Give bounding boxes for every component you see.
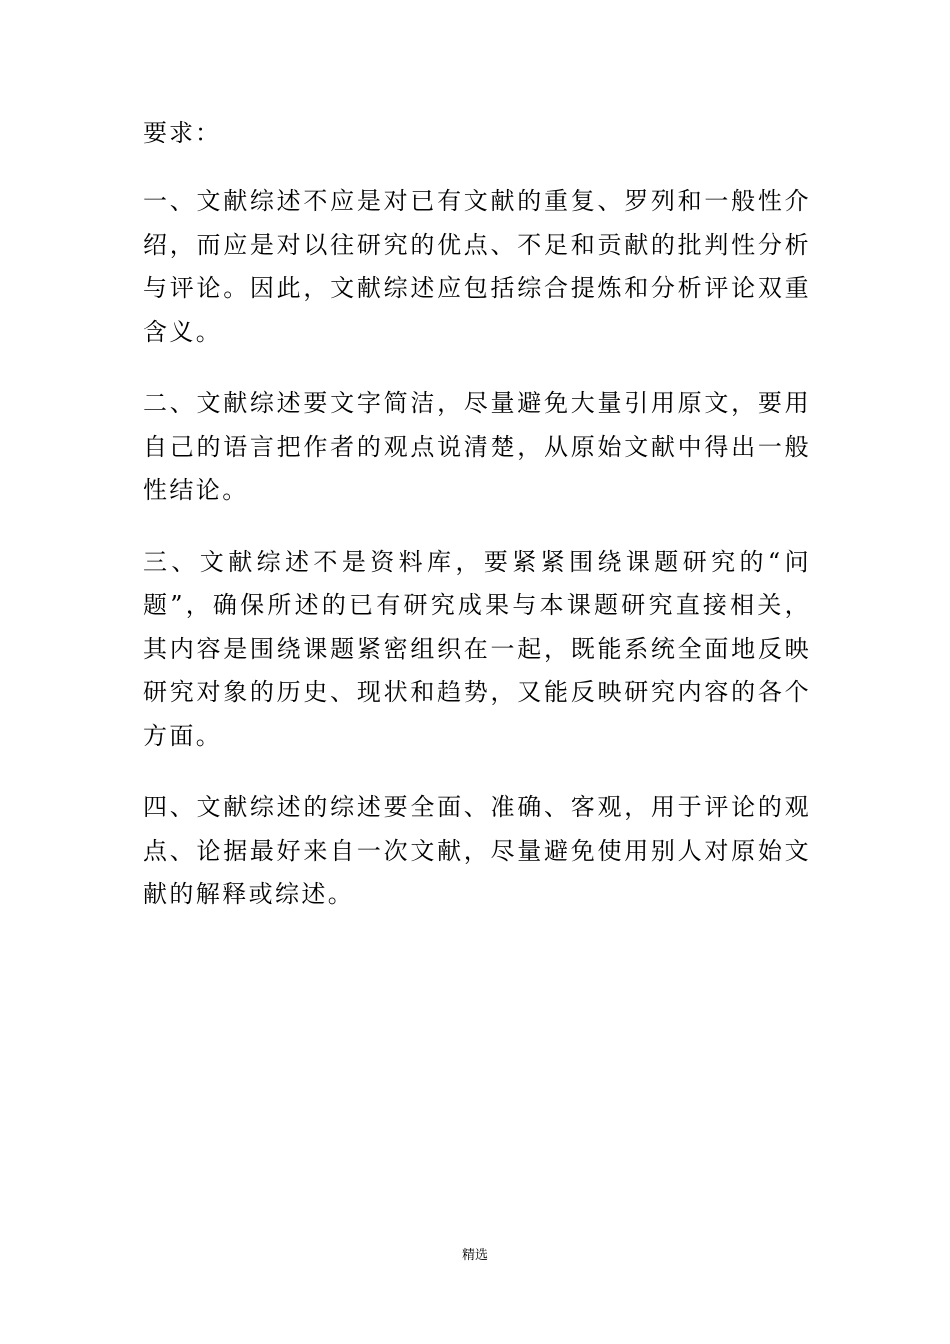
requirement-paragraph-4: 四、文献综述的综述要全面、准确、客观，用于评论的观点、论据最好来自一次文献，尽量避免使用别人对原始文献的解释或综述。 [143,793,811,908]
document-body [143,112,811,945]
section-heading: 要求： [143,119,221,147]
page-footer: 精选 [461,1248,488,1263]
requirement-paragraph-3: 三、文献综述不是资料库，要紧紧围绕课题研究的“问题”，确保所述的已有研究成果与本课题研究直接相关，其内容是围绕课题紧密组织在一起，既能系统全面地反映研究对象的历史、现状和趋势，又能反映研究内容的各个方面。 [143,547,811,750]
requirement-paragraph-2: 二、文献综述要文字简洁，尽量避免大量引用原文，要用自己的语言把作者的观点说清楚，从原始文献中得出一般性结论。 [143,389,811,504]
requirement-paragraph-1: 一、文献综述不应是对已有文献的重复、罗列和一般性介绍，而应是对以往研究的优点、不足和贡献的批判性分析与评论。因此，文献综述应包括综合提炼和分析评论双重含义。 [143,187,811,346]
